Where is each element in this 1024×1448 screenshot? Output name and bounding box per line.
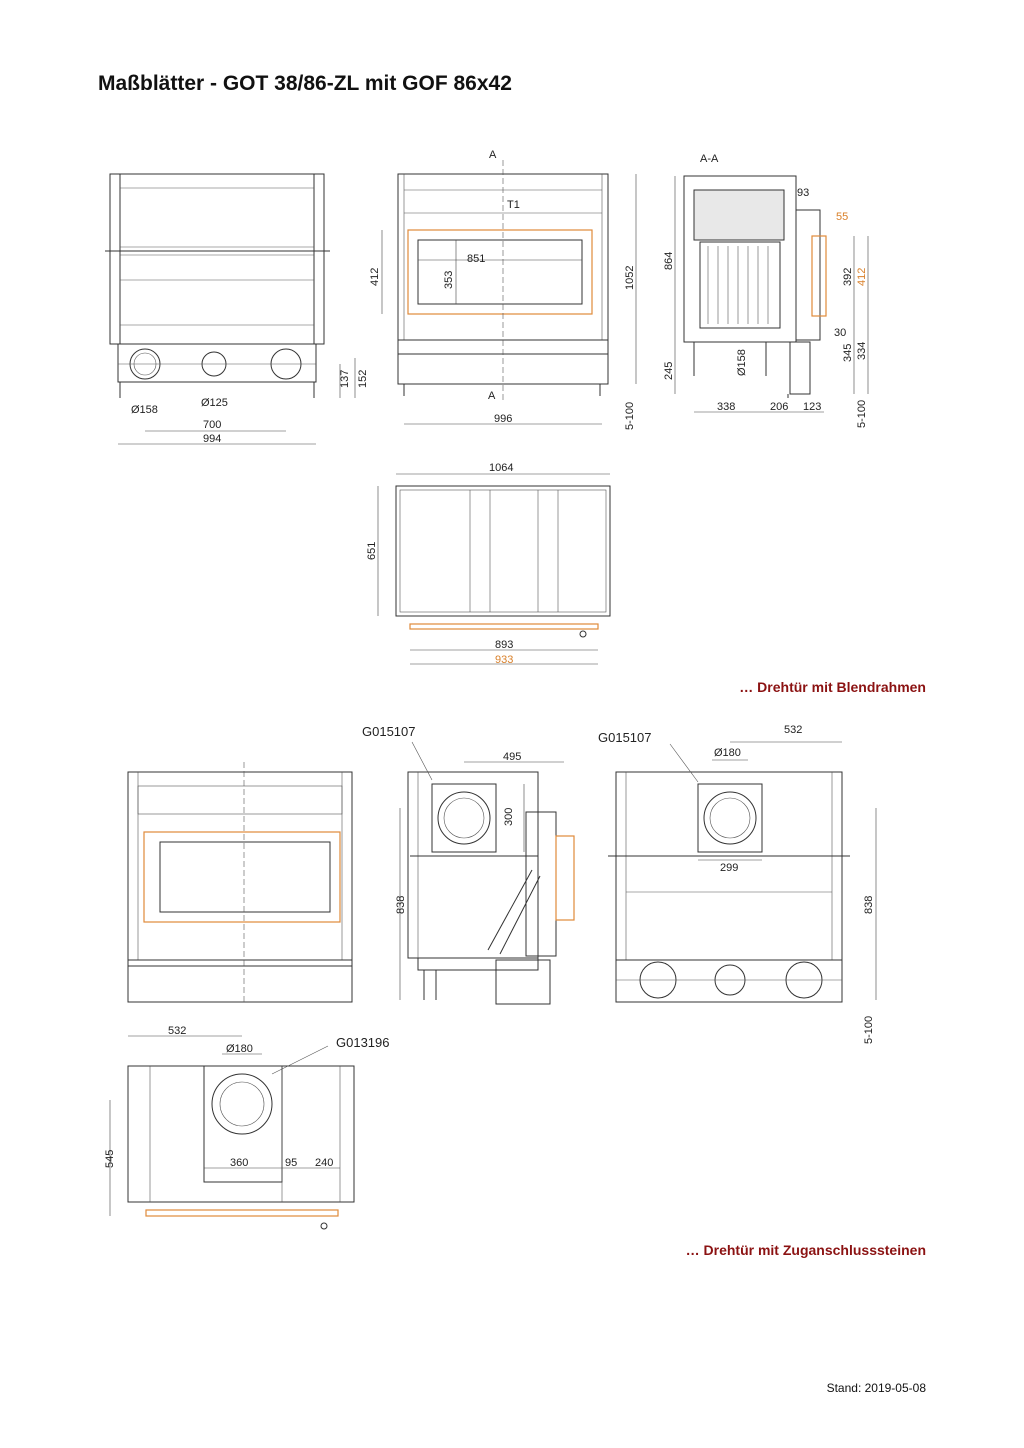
zug-top-dim-240: 240 — [315, 1157, 334, 1169]
front-dim-353: 353 — [443, 270, 455, 289]
top-view-drawing — [396, 486, 610, 637]
section-dim-93: 93 — [797, 187, 810, 199]
section-title-aa: A-A — [700, 153, 719, 165]
zug-front-drawing — [128, 762, 352, 1004]
rear-dim-700: 700 — [203, 419, 222, 431]
rear-view-drawing — [105, 174, 330, 398]
rear-dim-137: 137 — [339, 369, 351, 388]
stand-date: Stand: 2019-05-08 — [826, 1381, 926, 1395]
front-label-t1: T1 — [507, 199, 520, 211]
top-dim-893: 893 — [495, 639, 514, 651]
front-view-dimensions — [369, 149, 636, 430]
page-title: Maßblätter - GOT 38/86-ZL mit GOF 86x42 — [98, 72, 512, 95]
zug-side-dim-495: 495 — [503, 751, 522, 763]
rear-dim-152: 152 — [357, 369, 369, 388]
zug-rear-dim-d180: Ø180 — [714, 747, 741, 759]
front-dim-feet: 5-100 — [624, 401, 636, 430]
section-dim-392: 392 — [842, 267, 854, 286]
section-dim-55: 55 — [836, 211, 849, 223]
zug-side-part-number: G015107 — [362, 724, 416, 739]
zug-top-dim-545: 545 — [104, 1149, 116, 1168]
zug-rear-dim-299: 299 — [720, 862, 739, 874]
front-view-drawing — [398, 160, 608, 400]
top-view-dimensions — [366, 462, 610, 666]
section-dim-412: 412 — [856, 267, 868, 286]
zug-side-drawing — [408, 772, 574, 1004]
zug-rear-dim-532: 532 — [784, 724, 803, 736]
section-dim-123: 123 — [803, 401, 822, 413]
section-dim-feet: 5-100 — [856, 399, 868, 428]
section-dim-206: 206 — [770, 401, 789, 413]
zug-rear-dim-feet: 5-100 — [863, 1015, 875, 1044]
rear-dim-994: 994 — [203, 433, 222, 445]
zug-top-drawing — [128, 1066, 354, 1229]
front-dim-996: 996 — [494, 413, 513, 425]
zug-rear-part-number: G015107 — [598, 730, 652, 745]
zug-top-part-number: G013196 — [336, 1035, 390, 1050]
top-dim-933: 933 — [495, 654, 514, 666]
section-dim-338: 338 — [717, 401, 736, 413]
rear-dim-d125: Ø125 — [201, 397, 228, 409]
zug-rear-drawing — [608, 772, 850, 1002]
section-dim-245: 245 — [663, 361, 675, 380]
zug-top-dim-95: 95 — [285, 1157, 298, 1169]
section-dim-d158: Ø158 — [736, 349, 748, 376]
section-dim-334: 334 — [856, 341, 868, 360]
top-dim-1064: 1064 — [489, 462, 514, 474]
zug-rear-dim-838: 838 — [863, 895, 875, 914]
rear-view-dimensions — [118, 358, 369, 445]
zug-top-dim-360: 360 — [230, 1157, 249, 1169]
front-dim-412: 412 — [369, 267, 381, 286]
section-dim-345: 345 — [842, 343, 854, 362]
front-section-a-bottom: A — [488, 390, 496, 402]
section-view-drawing — [684, 176, 826, 398]
zug-top-dim-532: 532 — [168, 1025, 187, 1037]
zug-top-dimensions — [104, 1025, 390, 1216]
zug-top-dim-d180: Ø180 — [226, 1043, 253, 1055]
front-section-a-top: A — [489, 149, 497, 161]
front-dim-851: 851 — [467, 253, 486, 265]
zug-side-dimensions — [362, 724, 564, 1000]
zug-side-dim-838: 838 — [395, 895, 407, 914]
front-dim-1052: 1052 — [624, 265, 636, 290]
zug-side-dim-300: 300 — [503, 807, 515, 826]
caption-blendrahmen: … Drehtür mit Blendrahmen — [739, 679, 926, 695]
rear-dim-d158: Ø158 — [131, 404, 158, 416]
section-dim-30: 30 — [834, 327, 847, 339]
top-dim-651: 651 — [366, 541, 378, 560]
caption-zuganschlusssteinen: … Drehtür mit Zuganschlusssteinen — [685, 1242, 926, 1258]
section-dim-864: 864 — [663, 251, 675, 270]
